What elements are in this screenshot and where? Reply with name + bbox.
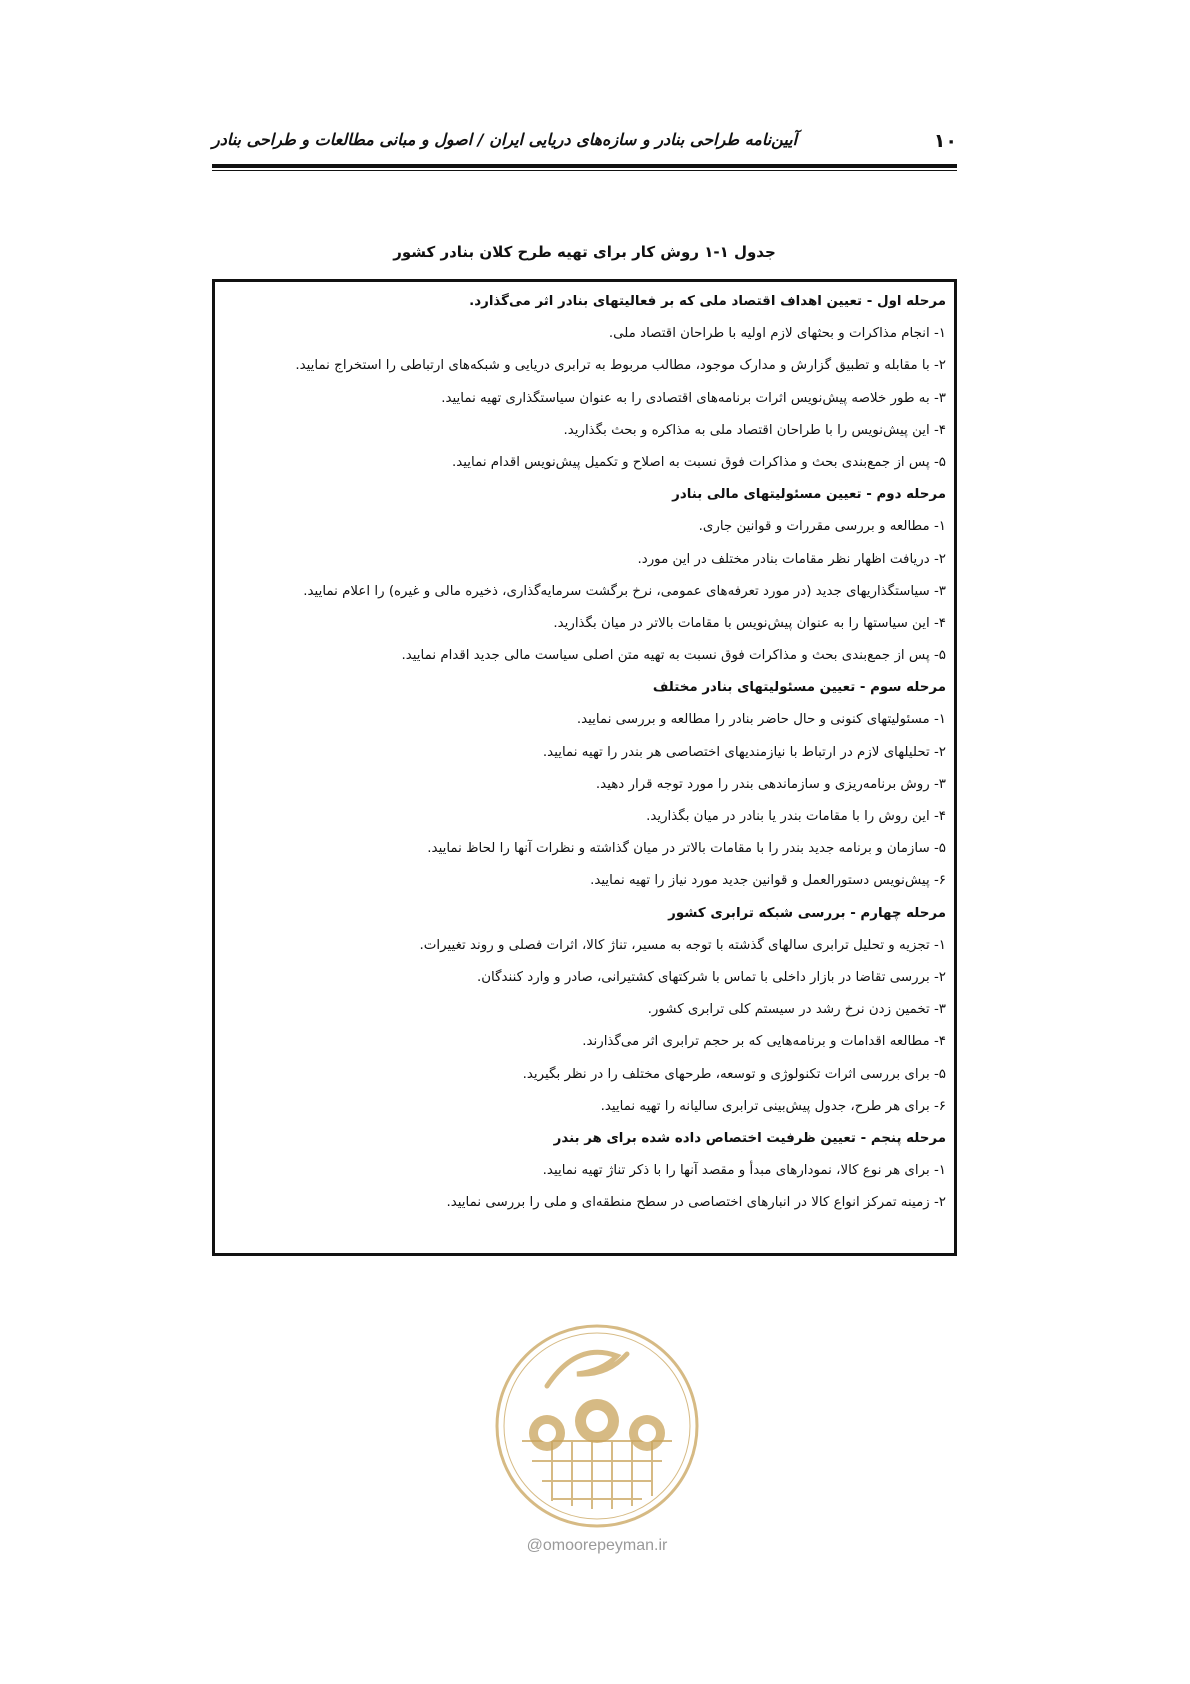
step-item: ۴- این روش را با مقامات بندر یا بنادر در میان بگذارید. [646, 809, 946, 824]
step-item: ۳- تخمین زدن نرخ رشد در سیستم کلی ترابری کشور. [647, 1002, 946, 1018]
omoorepeyman-logo [492, 1321, 702, 1531]
step-item: ۳- سیاستگذاریهای جدید (در مورد تعرفه‌های عمومی، نرخ برگشت سرمایه‌گذاری، ذخیره مالی و غیره) را اعلام نمایید. [303, 583, 946, 599]
step-item: ۲- زمینه تمرکز انواع کالا در انبارهای اختصاصی در سطح منطقه‌ای و ملی را بررسی نمایید. [446, 1195, 946, 1211]
step-item: ۱- مطالعه و بررسی مقررات و قوانین جاری. [698, 519, 946, 535]
step-item: ۴- این پیش‌نویس را با طراحان اقتصاد ملی به مذاکره و بحث بگذارید. [563, 422, 946, 438]
step-item: ۱- برای هر نوع کالا، نمودارهای مبدأ و مقصد آنها را با ذکر تناژ تهیه نمایید. [542, 1163, 946, 1179]
step-item: ۲- با مقابله و تطبیق گزارش و مدارک موجود، مطالب مربوط به ترابری دریایی و شبکه‌های ارتباطی را استخراج نمایید. [295, 358, 946, 374]
watermark-url: @omoorepeyman.ir [526, 1537, 668, 1554]
step-item: ۵- سازمان و برنامه جدید بندر را با مقامات بالاتر در میان گذاشته و نظرات آنها را لحاظ نمایید. [427, 841, 946, 857]
table-rows [223, 286, 946, 1219]
step-item: ۶- پیش‌نویس دستورالعمل و قوانین جدید مورد نیاز را تهیه نمایید. [590, 873, 946, 889]
stage-heading: مرحله چهارم - بررسی شبکه ترابری کشور [668, 905, 946, 921]
page-number: ۱۰ [933, 130, 957, 152]
stage-heading: مرحله پنجم - تعیین ظرفیت اختصاص داده شده برای هر بندر [553, 1130, 946, 1146]
step-item: ۳- به طور خلاصه پیش‌نویس اثرات برنامه‌های اقتصادی را به عنوان سیاستگذاری تهیه نمایید. [441, 390, 946, 406]
step-item: ۵- پس از جمع‌بندی بحث و مذاکرات فوق نسبت به تهیه متن اصلی سیاست مالی جدید اقدام نمایید. [401, 648, 946, 664]
step-item: ۵- برای بررسی اثرات تکنولوژی و توسعه، طرحهای مختلف را در نظر بگیرید. [522, 1066, 946, 1082]
step-item: ۴- مطالعه اقدامات و برنامه‌هایی که بر حجم ترابری اثر می‌گذارند. [582, 1034, 946, 1050]
header-rule [212, 164, 957, 168]
step-item: ۵- پس از جمع‌بندی بحث و مذاکرات فوق نسبت به اصلاح و تکمیل پیش‌نویس اقدام نمایید. [451, 454, 946, 470]
header-rule-thin [212, 170, 957, 171]
step-item: ۲- بررسی تقاضا در بازار داخلی با تماس با شرکتهای کشتیرانی، صادر و وارد کنندگان. [476, 969, 946, 985]
step-item: ۲- تحلیلهای لازم در ارتباط با نیازمندیهای اختصاصی هر بندر را تهیه نمایید. [542, 744, 946, 760]
step-item: ۲- دریافت اظهار نظر مقامات بنادر مختلف در این مورد. [637, 551, 946, 567]
step-item: ۴- این سیاستها را به عنوان پیش‌نویس با مقامات بالاتر در میان بگذارید. [553, 615, 946, 631]
page-header [212, 126, 957, 166]
step-item: ۱- تجزیه و تحلیل ترابری سالهای گذشته با توجه به مسیر، تناژ کالا، اثرات فصلی و روند تغییرات. [419, 937, 946, 953]
step-item: ۳- روش برنامه‌ریزی و سازماندهی بندر را مورد توجه قرار دهید. [595, 776, 946, 792]
step-item: ۶- برای هر طرح، جدول پیش‌بینی ترابری سالیانه را تهیه نمایید. [600, 1098, 946, 1114]
table-caption: جدول ۱-۱ روش کار برای تهیه طرح کلان بنادر کشور [393, 243, 776, 261]
stage-heading: مرحله دوم - تعیین مسئولیتهای مالی بنادر [672, 487, 946, 503]
stage-heading: مرحله سوم - تعیین مسئولیتهای بنادر مختلف [652, 680, 946, 696]
procedure-table [212, 279, 957, 1256]
step-item: ۱- انجام مذاکرات و بحثهای لازم اولیه با طراحان اقتصاد ملی. [608, 326, 946, 342]
stage-heading: مرحله اول - تعیین اهداف اقتصاد ملی که بر فعالیتهای بنادر اثر می‌گذارد. [469, 294, 946, 309]
step-item: ۱- مسئولیتهای کنونی و حال حاضر بنادر را مطالعه و بررسی نمایید. [576, 712, 946, 728]
running-title: آیین‌نامه طراحی بنادر و سازه‌های دریایی ایران / اصول و مبانی مطالعات و طراحی بنادر [212, 130, 798, 149]
